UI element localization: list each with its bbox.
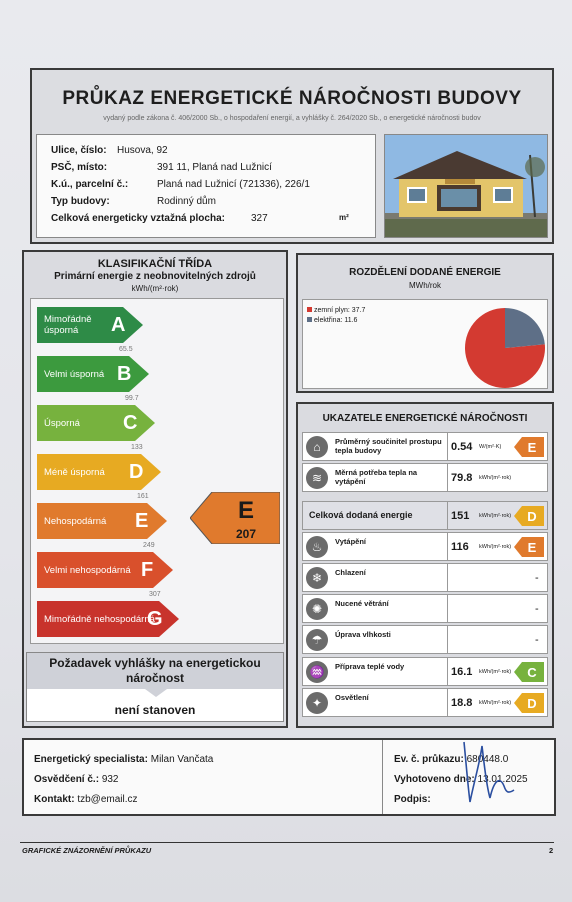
indicator-divider — [447, 658, 448, 685]
distribution-panel — [296, 253, 554, 393]
class-threshold-d: 161 — [137, 493, 149, 500]
page-label: GRAFICKÉ ZNÁZORNĚNÍ PRŮKAZU — [22, 846, 152, 855]
ventilation-icon: ✺ — [306, 598, 328, 620]
indicator-unit: kWh/(m²·rok) — [479, 475, 512, 481]
page-number: 2 — [549, 846, 554, 855]
class-threshold-b: 99.7 — [125, 395, 139, 402]
indicator-divider — [447, 502, 448, 529]
requirement-pointer — [145, 689, 167, 697]
indicator-unit: kWh/(m²·rok) — [479, 544, 512, 550]
class-badge-e — [514, 437, 544, 457]
indicator-empty: - — [535, 572, 539, 584]
signature-mark — [456, 732, 526, 812]
indicator-row — [302, 463, 548, 492]
energy-class-letter: G — [147, 608, 163, 630]
street-row: Ulice, číslo: Husova, 92 — [51, 145, 168, 156]
class-badge-d — [514, 693, 544, 713]
energy-class-letter: A — [111, 314, 126, 336]
classification-title: KLASIFIKAČNÍ TŘÍDA — [97, 258, 213, 270]
indicator-label: Chlazení — [335, 568, 366, 577]
indicator-divider — [447, 689, 448, 716]
building-photo — [384, 134, 548, 238]
distribution-chart — [302, 299, 548, 389]
energy-class-label: Mimořádně nehospodárná — [37, 601, 159, 637]
document-title: PRŮKAZ ENERGETICKÉ NÁROČNOSTI BUDOVY — [62, 88, 522, 109]
energy-class-label: Nehospodárná — [37, 503, 147, 539]
indicator-divider — [447, 564, 448, 591]
class-badge-d — [514, 506, 544, 526]
indicator-label: Průměrný součinitel prostupu tepla budovy — [335, 437, 442, 455]
legend-item — [307, 306, 365, 316]
indicator-value: 116 — [451, 541, 469, 553]
svg-text:E: E — [527, 440, 537, 455]
energy-class-scale — [30, 298, 284, 644]
class-badge-c — [514, 662, 544, 682]
indicator-unit: kWh/(m²·rok) — [479, 669, 512, 675]
energy-class-arrow-tip — [129, 356, 149, 392]
energy-class-arrow-tip — [135, 405, 155, 441]
legend-swatch — [307, 307, 312, 312]
indicator-divider — [447, 595, 448, 622]
svg-text:D: D — [527, 509, 537, 524]
specialist-panel — [22, 738, 556, 816]
indicator-divider — [447, 533, 448, 560]
indicator-unit: kWh/(m²·rok) — [479, 700, 512, 706]
indicator-label: Nucené větrání — [335, 599, 389, 608]
lighting-icon: ✦ — [306, 692, 328, 714]
indicator-label: Vytápění — [335, 537, 366, 546]
indicators-title: UKAZATELE ENERGETICKÉ NÁROČNOSTI — [322, 413, 528, 424]
certificate-row: Osvědčení č.: 932 — [34, 774, 119, 785]
legend-label: elektřina: 11.6 — [314, 317, 358, 324]
class-threshold-a: 65.5 — [119, 346, 133, 353]
indicator-value: 79.8 — [451, 472, 473, 484]
building-info — [36, 134, 376, 238]
requirement-value: není stanoven — [114, 703, 196, 717]
indicator-value: 0.54 — [451, 441, 473, 453]
current-class-value: 207 — [235, 527, 257, 541]
indicator-row — [302, 563, 548, 592]
pie-slice-1 — [505, 308, 545, 348]
indicator-unit: W/(m²·K) — [479, 444, 502, 450]
indicator-value: 18.8 — [451, 697, 473, 709]
indicator-label: Příprava teplé vody — [335, 662, 405, 671]
ku-row: K.ú., parcelní č.: Planá nad Lužnicí (721336), 226/1 — [51, 179, 310, 190]
legend-item — [307, 316, 365, 326]
indicators-panel — [296, 402, 554, 728]
svg-text:E: E — [527, 540, 537, 555]
indicator-divider — [447, 433, 448, 460]
class-threshold-e: 249 — [143, 542, 155, 549]
indicator-value: 16.1 — [451, 666, 473, 678]
indicator-label: Měrná potřeba tepla na vytápění — [335, 468, 418, 486]
indicator-row — [302, 501, 548, 530]
indicator-label: Úprava vlhkosti — [335, 630, 391, 639]
requirement-box — [26, 652, 284, 722]
indicator-row — [302, 657, 548, 686]
class-threshold-f: 307 — [149, 591, 161, 598]
svg-text:D: D — [527, 696, 537, 711]
signature-row: Podpis: — [394, 794, 431, 805]
current-class-arrow — [190, 492, 280, 544]
indicator-row — [302, 688, 548, 717]
energy-class-label: Mimořádně úsporná — [37, 307, 123, 343]
indicator-row — [302, 432, 548, 461]
current-class-letter: E — [237, 497, 255, 524]
indicator-empty: - — [535, 603, 539, 615]
heating-icon: ♨ — [306, 536, 328, 558]
legend-swatch — [307, 317, 312, 322]
psc-row: PSČ, místo: 391 11, Planá nad Lužnicí — [51, 162, 272, 173]
svg-text:C: C — [527, 665, 537, 680]
classification-panel — [22, 250, 288, 728]
indicator-empty: - — [535, 634, 539, 646]
heat-demand-icon: ≋ — [306, 467, 328, 489]
footer-rule — [20, 842, 554, 843]
distribution-unit: MWh/rok — [409, 281, 441, 290]
energy-class-label: Méně úsporná — [37, 454, 141, 490]
energy-class-label: Velmi nehospodárná — [37, 552, 153, 588]
document-subtitle: vydaný podle zákona č. 406/2000 Sb., o hospodaření energií, a vyhlášky č. 264/2020 Sb., o energetické náročnosti budov — [103, 115, 481, 122]
distribution-title: ROZDĚLENÍ DODANÉ ENERGIE — [349, 267, 501, 278]
area-row: Celková energeticky vztažná plocha: 327 m² — [51, 213, 349, 224]
class-threshold-c: 133 — [131, 444, 143, 451]
header-panel — [30, 68, 554, 244]
legend-label: zemní plyn: 37.7 — [314, 307, 366, 314]
energy-class-letter: F — [141, 559, 154, 581]
energy-class-letter: C — [123, 412, 138, 434]
house-icon: ⌂ — [306, 436, 328, 458]
indicator-row — [302, 594, 548, 623]
specialist-row: Energetický specialista: Milan Vančata — [34, 754, 214, 765]
building-type-row: Typ budovy: Rodinný dům — [51, 196, 216, 207]
issued-row: Vyhotoveno dne: 13.01.2025 — [394, 774, 528, 785]
energy-class-arrow-tip — [147, 503, 167, 539]
energy-class-label: Úsporná — [37, 405, 135, 441]
requirement-title: Požadavek vyhlášky na energetickou náročnost — [27, 653, 283, 689]
indicator-unit: kWh/(m²·rok) — [479, 513, 512, 519]
pie-chart — [463, 306, 547, 390]
classification-unit: kWh/(m²·rok) — [131, 284, 179, 293]
contact-row: Kontakt: tzb@email.cz — [34, 794, 138, 805]
classification-subtitle: Primární energie z neobnovitelných zdrojů — [54, 271, 256, 282]
class-badge-e — [514, 537, 544, 557]
energy-class-letter: B — [117, 363, 132, 385]
energy-class-arrow-tip — [153, 552, 173, 588]
energy-class-letter: D — [129, 461, 144, 483]
indicator-value: 151 — [451, 510, 470, 522]
energy-class-arrow-tip — [141, 454, 161, 490]
indicator-label: Celková dodaná energie — [309, 510, 413, 520]
indicator-divider — [447, 464, 448, 491]
indicator-row — [302, 625, 548, 654]
ev-number-row: Ev. č. průkazu: 680448.0 — [394, 754, 509, 765]
cooling-icon: ❄ — [306, 567, 328, 589]
energy-class-letter: E — [135, 510, 149, 532]
indicator-label: Osvětlení — [335, 693, 369, 702]
energy-class-arrow-tip — [123, 307, 143, 343]
energy-class-label: Velmi úsporná — [37, 356, 129, 392]
humidity-icon: ☂ — [306, 629, 328, 651]
chart-legend — [307, 306, 365, 326]
footer-divider — [382, 740, 383, 814]
hot-water-icon: ♒ — [306, 661, 328, 683]
indicator-divider — [447, 626, 448, 653]
indicator-row — [302, 532, 548, 561]
